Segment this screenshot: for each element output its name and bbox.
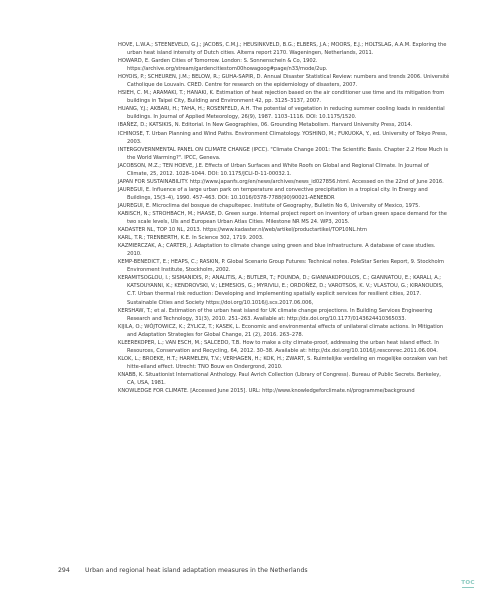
reference-entry: KEMP-BENEDICT, E.; HEAPS, C.; RASKIN, P. Global Scenario Group Futures: Technical notes. PoleStar Series Report, 9. Stockholm Environment Institute, Stockholm, 2002. — [118, 259, 445, 274]
reference-entry: KARL, T.R.; TRENBERTH, K.E. In Science 302, 1719. 2003. — [118, 235, 264, 242]
reference-entry: ICHINOSE, T. Urban Planning and Wind Paths. Environment Climatology. YOSHINO, M.; FUKUOKA, Y., ed. University of Tokyo Press, 2003. — [118, 130, 448, 145]
reference-entry: HOWARD, E. Garden Cities of Tomorrow. London: S. Sonnenschein & Co, 1902. https://archive.org/stream/gardencitiestom00howagoog#page/n33/mode/2up. — [118, 58, 328, 73]
reference-entry: JACOBSON, M.Z.; TEN HOEVE, J.E. Effects of Urban Surfaces and White Roofs on Global and Regional Climate. In Journal of Climate, 25, 2012. 1028–1044. DOI: 10.1175/JCLI-D-11-00032.1. — [118, 162, 429, 177]
toc-link[interactable] — [461, 580, 475, 588]
reference-entry: JAPAN FOR SUSTAINABILITY. http://www.japanfs.org/en/news/archives/news_id027856.html. Accessed on the 22nd of June 2016. — [118, 178, 444, 185]
reference-entry: IBAÑEZ, D.; KATSIKIS, N. Editorial. In New Geographies, 06. Grounding Metabolism. Harvard University Press, 2014. — [118, 122, 413, 129]
reference-entry: KLOK, L.; BROEKE, H.T.; HARMELEN, T.V.; VERHAGEN, H.; KOK, H.; ZWART, S. Ruimtelijke verdeling en mogelijke oorzaken van het hitte-eiland effect. Utrecht: TNO Bouw en Ondergrond, 2010. — [118, 355, 448, 370]
running-title: Urban and regional heat island adaptation measures in the Netherlands — [85, 567, 308, 574]
page-number: 294 — [58, 567, 70, 574]
reference-entry: KNOWLEDGE FOR CLIMATE. [Accessed June 2015]. URL: http://www.knowledgeforclimate.nl/programme/background — [118, 388, 415, 395]
reference-entry: KERSHAW, T.; et al. Estimation of the urban heat island for UK climate change projections. In Building Services Engineering Research and Technology, 31(3), 2010. 251–263. Available at: http://dx.doi.org/10.1177/0143624410365033. — [118, 307, 433, 322]
reference-list — [118, 41, 450, 395]
reference-entry: KAZMIERCZAK, A.; CARTER, J. Adaptation to climate change using green and blue infrastructure. A database of case studies. 2010. — [118, 243, 436, 258]
reference-entry: KNABB, K. Situationist International Anthology. Paul Avrich Collection (Library of Congress). Bureau of Public Secrets. Berkeley, CA, USA, 1981. — [118, 371, 441, 386]
reference-entry: KERAMITSOGLOU, I.; SISMANIDIS, P.; ANALITIS, A.; BUTLER, T.; FOUNDA, D.; GIANNAKOPOULOS, C.; GIANNATOU, E.; KARALI, A.; KATSOUYANNI, K.; KENDROVSKI, V.; LEMESIOS, G.; MYRIVILI, E.; ORDOÑEZ, D.; VAROTSOS, K. V.; VLASTOU, G.; KIRANOUDIS, C.T. Urban thermal risk reduction: Developing and implementing spatially explicit services for resilient cities, 2017. Sustainable Cities and Society https://doi.org/10.1016/j.scs.2017.06.006, — [118, 275, 444, 306]
reference-entry: HUANG, Y.J.; AKBARI, H.; TAHA, H.; ROSENFELD, A.H. The potential of vegetation in reducing summer cooling loads in residential buildings. In Journal of Applied Meteorology, 26(9), 1987. 1103–1116. DOI: 10.1175/1520. — [118, 106, 445, 121]
reference-entry: HOYOIS, P.; SCHEUREN, J.M.; BELOW, R.; GUHA-SAPIR, D. Annual Disaster Statistical Review: numbers and trends 2006. Université Catholique de Louvain. CRED. Centre for research on the epidemiology of disasters, 2007. — [118, 74, 450, 89]
toc-label: TOC — [461, 580, 475, 586]
reference-entry: KLEEREKOPER, L.; VAN ESCH, M.; SALCEDO, T.B. How to make a city climate-proof, addressing the urban heat island effect. In Resources, Conservation and Recycling, 64, 2012. 30–38. Available at: http://dx.doi.org/10.1016/j.resconrec.2011.06.004. — [118, 339, 440, 354]
reference-entry: KIJILA, O.; WÓJTOWICZ, K.; ŻYLICZ, T.; KASEK, L. Economic and environmental effects of unilateral climate actions. In Mitigation and Adaptation Strategies for Global Change, 21 (2), 2016. 263–278. — [118, 323, 444, 338]
toc-underline — [462, 587, 474, 588]
reference-entry: JAUREGUI, E. Microclima del bosque de chapultepec. Institute of Geography, Bulletin No 6, University of Mexico, 1975. — [118, 202, 420, 209]
reference-entry: KABISCH, N.; STROHBACH, M.; HAASE, D. Green surge. Internal project report on inventory of urban green space demand for the two scale levels, UIs and European Urban Atlas Cities. Milestone NR MS 24. WP3, 2015. — [118, 210, 447, 226]
reference-entry: INTERGOVERNMENTAL PANEL ON CLIMATE CHANGE (IPCC). "Climate Change 2001: The Scientific Basis. Chapter 2.2 How Much is the World Warming?". IPCC, Geneva. — [118, 146, 449, 161]
reference-entry: HOVE, L.W.A.; STEENEVELD, G.J.; JACOBS, C.M.J.; HEUSINKVELD, B.G.; ELBERS, J.A.; MOORS, E.J.; HOLTSLAG, A.A.M. Exploring the urban heat island intensity of Dutch cities. Alterra report 2170. Wageningen, Netherlands, 2011. — [118, 42, 447, 57]
reference-entry: HSIEH, C. M.; ARAMAKI, T.; HANAKI, K. Estimation of heat rejection based on the air conditioner use time and its mitigation from buildings in Taipei City, Building and Environment 42, pp. 3125–3137, 2007. — [118, 90, 445, 105]
reference-entry: JAUREGUI, E. Influence of a large urban park on temperature and convective precipitation in a tropical city. In Energy and Buildings, 15(3–4), 1990. 457–463. DOI: 10.1016/0378-7788(90)90021-AENEBDR — [118, 186, 428, 201]
reference-entry: KADASTER NL, TOP 10 NL, 2013. https://www.kadaster.nl/web/artikel/productartikel/TOP10NL.htm — [118, 227, 368, 234]
